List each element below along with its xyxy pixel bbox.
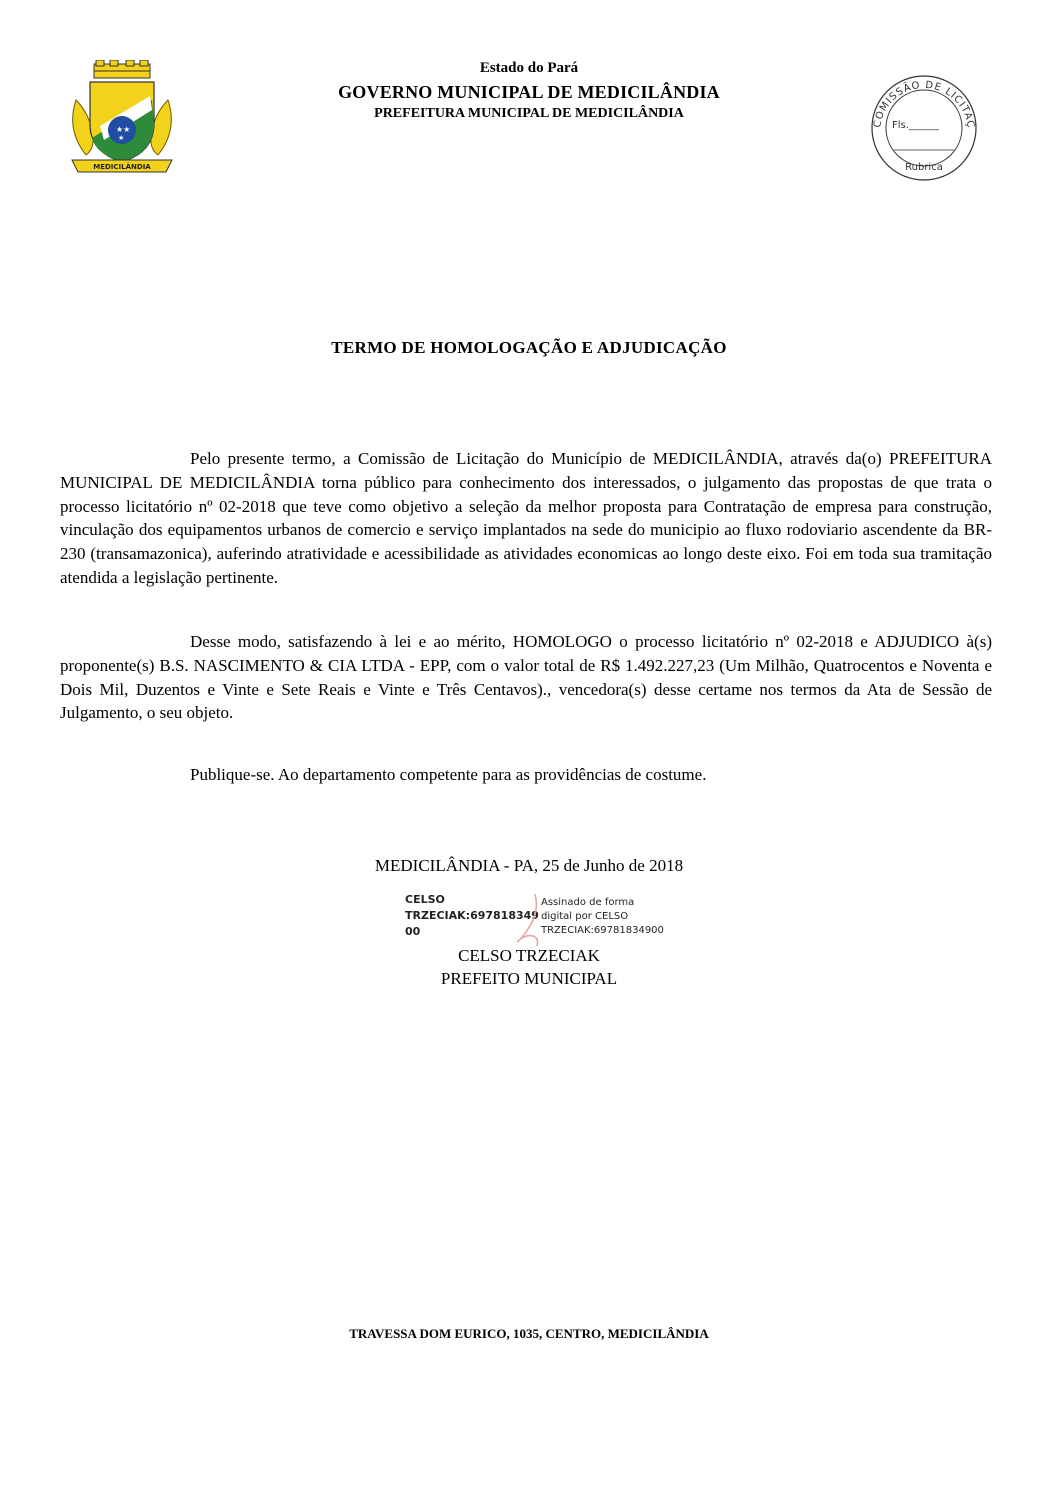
signer-name: CELSO TRZECIAK bbox=[458, 946, 600, 965]
sig-left-line2: TRZECIAK:697818349 bbox=[405, 909, 539, 922]
digital-signature bbox=[405, 890, 705, 950]
signer-role: PREFEITO MUNICIPAL bbox=[440, 969, 618, 988]
paragraph-2 bbox=[60, 630, 992, 725]
stamp-ring-text: COMISSÃO DE LICITAÇ bbox=[872, 79, 976, 130]
svg-text:★★: ★★ bbox=[116, 125, 131, 134]
header-prefecture: PREFEITURA MUNICIPAL DE MEDICILÂNDIA bbox=[374, 106, 684, 121]
signature-note bbox=[541, 896, 664, 938]
stamp-rubrica: Rubrica bbox=[905, 162, 943, 173]
place-date: MEDICILÂNDIA - PA, 25 de Junho de 2018 bbox=[374, 856, 684, 875]
paragraph-3: Publique-se. Ao departamento competente para as providências de costume. bbox=[190, 765, 707, 784]
paragraph-1-text: Pelo presente termo, a Comissão de Licitação do Município de MEDICILÂNDIA, através da(o) PREFEITURA MUNICIPAL DE MEDICILÂNDIA torna público para conhecimento dos interessados, o julgamento das propostas de que trata o processo licitatório nº 02-2018 que teve como objetivo a seleção da melhor proposta para Contratação de empresa para construção, vinculação dos equipamentos urbanos de comercio e serviço implantados na sede do municipio ao fluxo rodoviario ascendente da BR-230 (transamazonica), auferindo atratividade e acessibilidade as atividades economicas ao longo deste eixo. Foi em toda sua tramitação atendida a legislação pertinente. bbox=[60, 449, 992, 587]
stamp-fls: Fls.______ bbox=[892, 120, 939, 131]
paragraph-2-text: Desse modo, satisfazendo à lei e ao mérito, HOMOLOGO o processo licitatório nº 02-2018 e ADJUDICO à(s) proponente(s) B.S. NASCIMENTO & CIA LTDA - EPP, com o valor total de R$ 1.492.227,23 (Um Milhão, Quatrocentos e Noventa e Dois Mil, Duzentos e Vinte e Sete Reais e Vinte e Três Centavos)., vencedora(s) desse certame nos termos da Ata de Sessão de Julgamento, o seu objeto. bbox=[60, 632, 992, 723]
header-state: Estado do Pará bbox=[479, 60, 579, 76]
coat-label: MEDICILÂNDIA bbox=[93, 163, 151, 171]
svg-text:★: ★ bbox=[118, 134, 125, 142]
commission-stamp bbox=[868, 72, 980, 182]
paragraph-1 bbox=[60, 447, 992, 590]
header-government: GOVERNO MUNICIPAL DE MEDICILÂNDIA bbox=[338, 82, 720, 102]
sig-right-line2: digital por CELSO bbox=[541, 911, 629, 922]
document-title: TERMO DE HOMOLOGAÇÃO E ADJUDICAÇÃO bbox=[331, 338, 727, 357]
sig-right-line3: TRZECIAK:69781834900 bbox=[541, 925, 664, 936]
sig-left-line3: 00 bbox=[405, 925, 421, 938]
sig-left-line1: CELSO bbox=[405, 893, 445, 906]
footer-address: TRAVESSA DOM EURICO, 1035, CENTRO, MEDICILÂNDIA bbox=[349, 1326, 709, 1341]
sig-right-line1: Assinado de forma bbox=[541, 897, 635, 908]
